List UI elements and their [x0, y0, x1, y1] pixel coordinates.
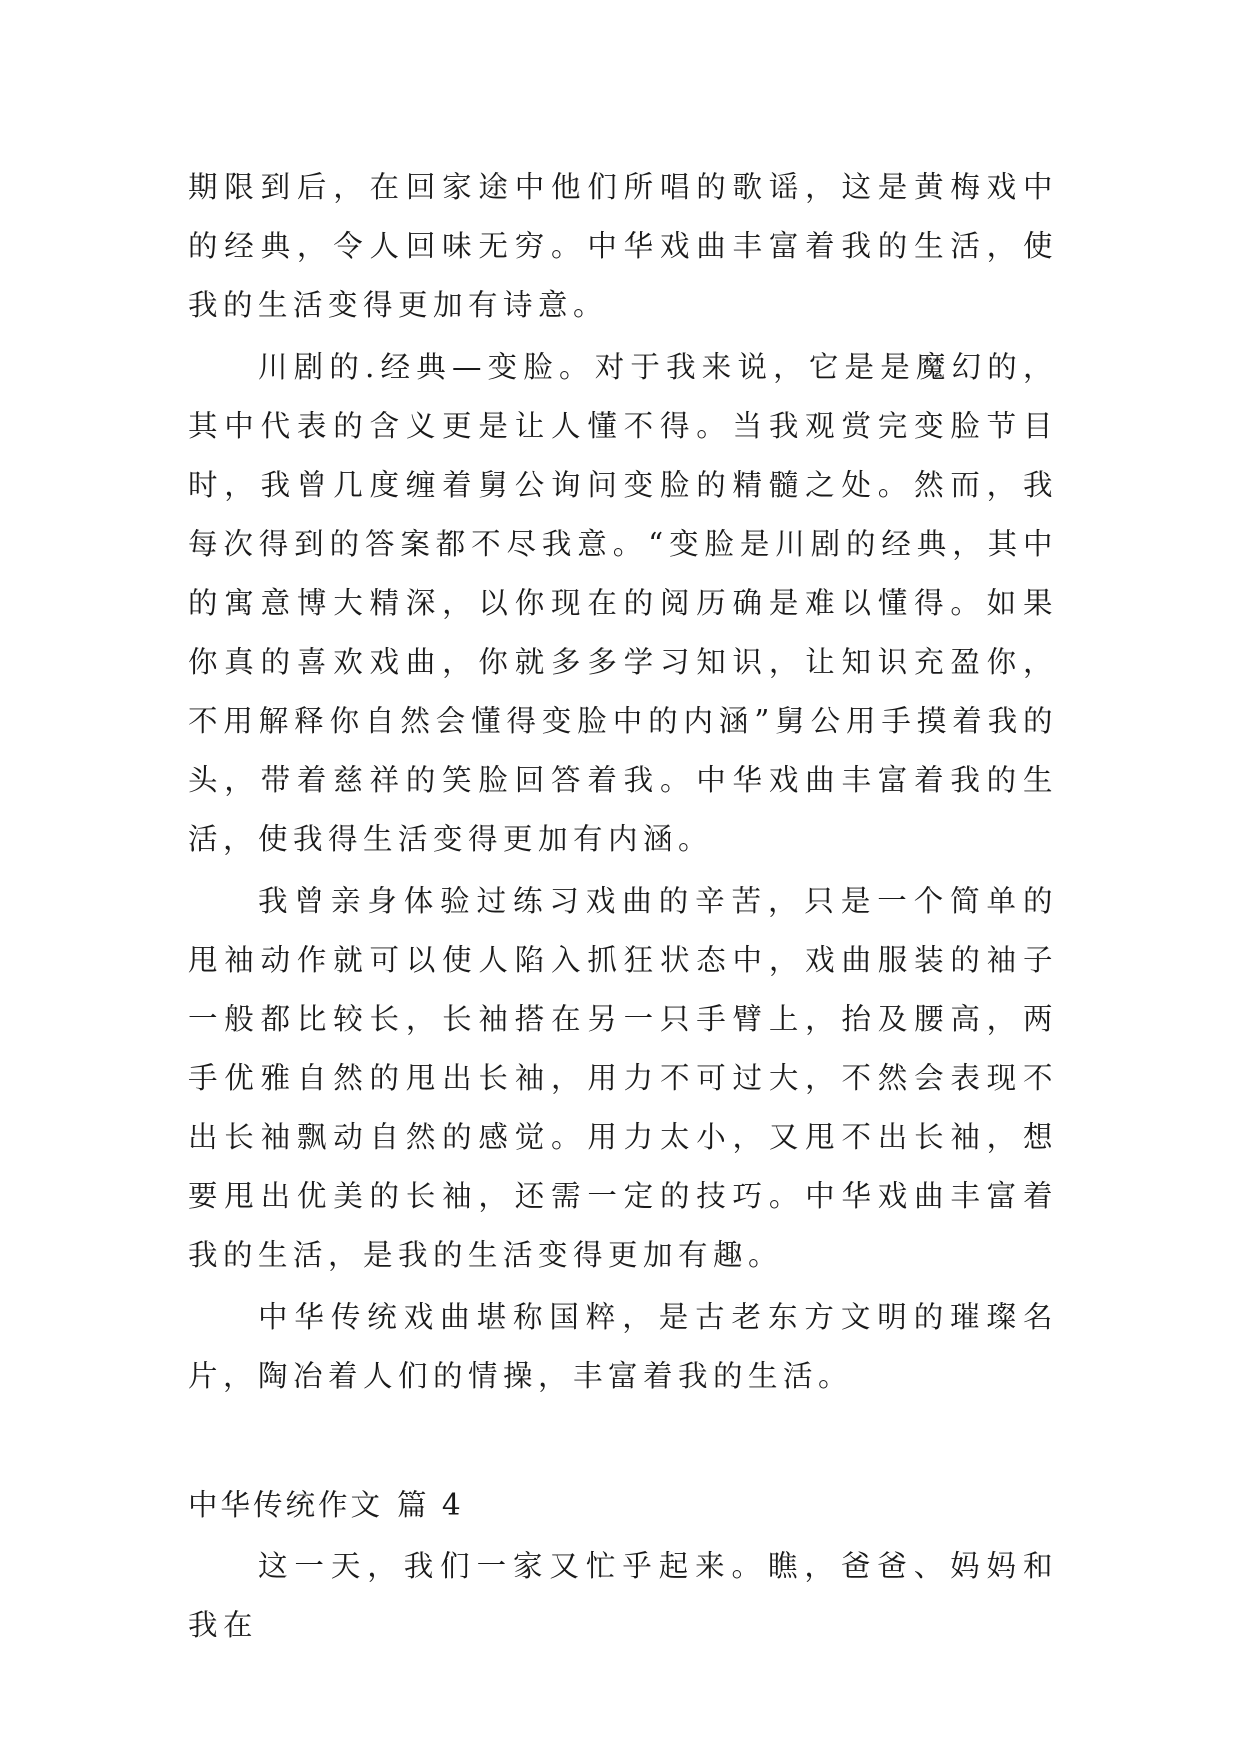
paragraph-3: 我曾亲身体验过练习戏曲的辛苦，只是一个简单的甩袖动作就可以使人陷入抓狂状态中，戏曲服装的袖子一般都比较长，长袖搭在另一只手臂上，抬及腰高，两手优雅自然的甩出长袖，用力不可过大，不然会表现不出长袖飘动自然的感觉。用力太小，又甩不出长袖，想要甩出优美的长袖，还需一定的技巧。中华戏曲丰富着我的生活，是我的生活变得更加有趣。: [188, 884, 1058, 1272]
paragraph-4: 中华传统戏曲堪称国粹，是古老东方文明的璀璨名片，陶冶着人们的情操，丰富着我的生活。: [188, 1300, 1058, 1393]
paragraph-1: 期限到后，在回家途中他们所唱的歌谣，这是黄梅戏中的经典，令人回味无穷。中华戏曲丰富着我的生活，使我的生活变得更加有诗意。: [188, 170, 1058, 322]
paragraph-2: 川剧的.经典—变脸。对于我来说，它是是魔幻的，其中代表的含义更是让人懂不得。当我观赏完变脸节目时，我曾几度缠着舅公询问变脸的精髓之处。然而，我每次得到的答案都不尽我意。“变脸是川剧的经典，其中的寓意博大精深，以你现在的阅历确是难以懂得。如果你真的喜欢戏曲，你就多多学习知识，让知识充盈你，不用解释你自然会懂得变脸中的内涵”舅公用手摸着我的头，带着慈祥的笑脸回答着我。中华戏曲丰富着我的生活，使我得生活变得更加有内涵。: [188, 350, 1058, 856]
section-heading-title: 中华传统作文: [188, 1488, 384, 1522]
section-heading-number: 篇 4: [397, 1488, 464, 1522]
document-body: [188, 158, 1058, 1655]
section-heading: [188, 1476, 1058, 1535]
paragraph-5: 这一天，我们一家又忙乎起来。瞧，爸爸、妈妈和我在: [188, 1549, 1058, 1642]
